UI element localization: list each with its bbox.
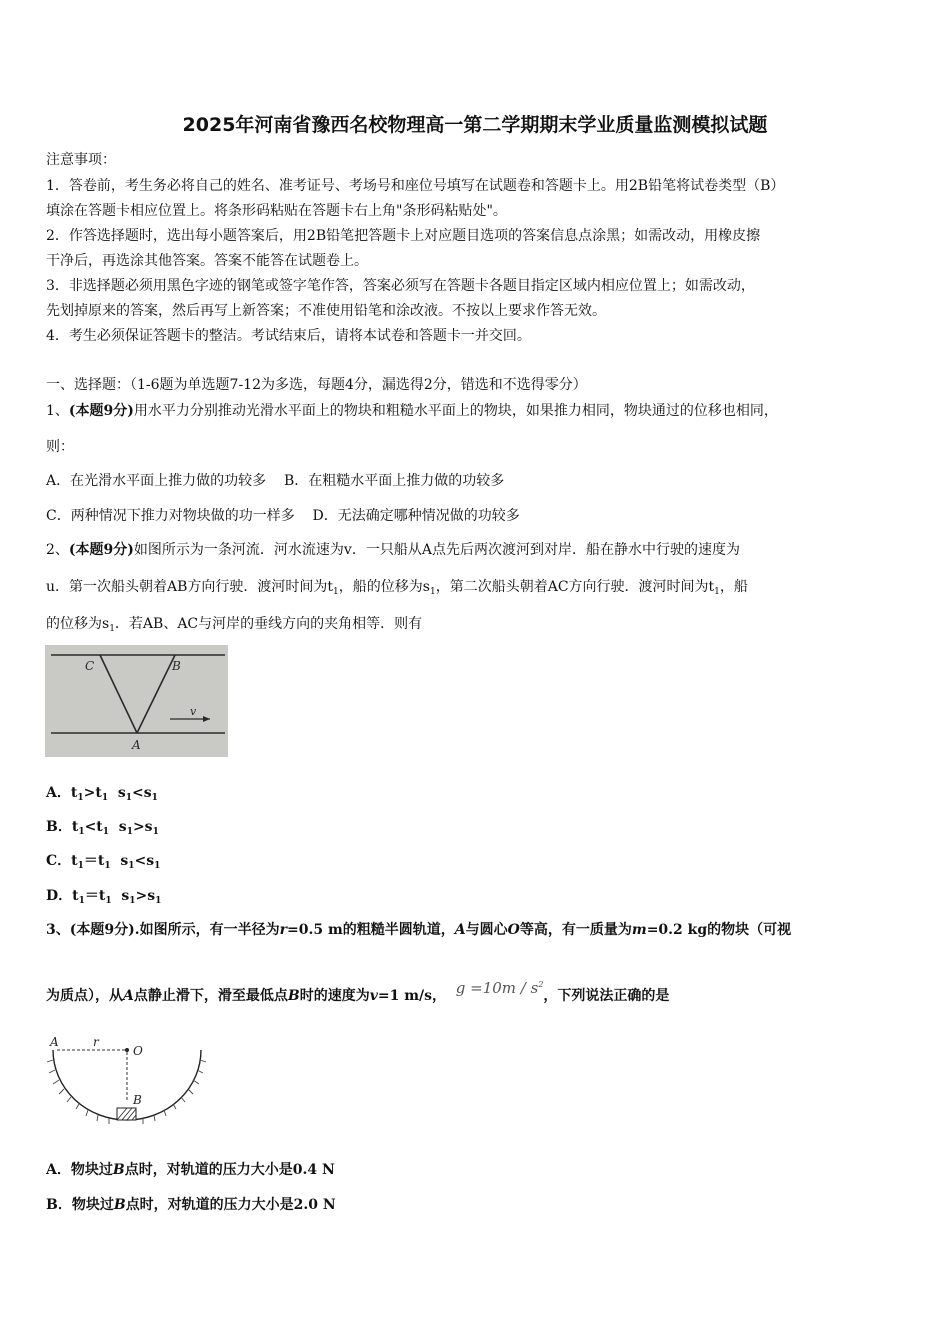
subscript: 1	[714, 587, 720, 597]
q2-text-part: ，第二次船头朝着AC方向行驶．渡河时间为t	[435, 579, 715, 595]
q1-options-ab	[46, 471, 504, 491]
subscript: 1	[125, 793, 132, 803]
option-text: s	[110, 853, 129, 869]
option-text: t	[70, 785, 78, 801]
q3-option-a	[46, 1160, 335, 1180]
option-letter: D．	[46, 888, 73, 904]
q2-option-b	[46, 817, 159, 842]
var-m: m	[631, 922, 647, 938]
subscript: 1	[101, 793, 109, 803]
var-r: r	[279, 922, 288, 938]
subscript: 1	[151, 793, 158, 803]
q2-text: 如图所示为一条河流．河水流速为v．一只船从A点先后两次渡河到对岸．船在静水中行驶的速度为	[133, 542, 740, 558]
notice-line: 3．非选择题必须用黑色字迹的钢笔或签字笔作答，答案必须写在答题卡各题目指定区域内相应位置上；如需改动，	[46, 278, 755, 294]
q2-option-c	[46, 851, 160, 876]
river-diagram	[45, 645, 228, 757]
subscript: 1	[152, 827, 159, 837]
subscript: 1	[77, 861, 84, 871]
q3-text-part: =1 m/s，	[377, 988, 447, 1004]
formula-exponent: 2	[538, 980, 544, 989]
option-text: s	[111, 888, 130, 904]
notice-line: 1．答卷前，考生务必将自己的姓名、准考证号、考场号和座位号填写在试题卷和答题卡上。用2B铅笔将试卷类型（B）	[46, 178, 785, 194]
q3-text-part: 为质点），从	[46, 988, 123, 1004]
var-o: O	[507, 922, 520, 938]
option-letter: C．	[46, 853, 72, 869]
label-b: B	[133, 1093, 142, 1107]
q1-option-d: D．无法确定哪种情况做的功较多	[312, 508, 520, 524]
section-heading: 一、选择题：（1-6题为单选题7-12为多选，每题4分，漏选得2分，错选和不选得零分）	[46, 377, 587, 393]
q1-tag: (本题9分)	[68, 403, 134, 419]
notice-line: 4．考生必须保证答题卡的整洁。考试结束后，请将本试卷和答题卡一并交回。	[46, 328, 531, 344]
option-text: 点时，对轨道的压力大小是2.0 N	[125, 1197, 336, 1213]
q2-text-part: ，船	[719, 579, 748, 595]
subscript: 1	[77, 793, 84, 803]
label-b: B	[172, 659, 181, 673]
q1-option-b: B．在粗糙水平面上推力做的功较多	[283, 473, 505, 489]
subscript: 1	[104, 861, 111, 871]
notice-line: 填涂在答题卡相应位置上。将条形码粘贴在答题卡右上角"条形码粘贴处"。	[46, 203, 507, 219]
formula-text: g =10m / s	[455, 979, 539, 997]
q2-stem	[46, 540, 740, 560]
subscript: 1	[102, 827, 110, 837]
notice-heading: 注意事项：	[46, 152, 116, 168]
q2-text-part: 的位移为s	[46, 616, 110, 632]
q3-text-part: .如图所示，有一半径为	[134, 922, 280, 938]
subscript: 1	[105, 896, 112, 906]
q3-text-part: 等高，有一质量为	[519, 922, 632, 938]
q1-number: 1、	[46, 403, 69, 419]
notice-line: 干净后，再选涂其他答案。答案不能答在试题卷上。	[46, 253, 368, 269]
label-a: A	[132, 738, 141, 752]
q3-text-part: 时的速度为	[299, 988, 370, 1004]
option-letter: A．	[46, 785, 71, 801]
option-letter: B．	[46, 819, 72, 835]
q3-tag: (本题9分)	[69, 922, 135, 938]
option-text: t	[71, 853, 78, 869]
gravity-formula	[456, 979, 544, 997]
q1-option-a: A．在光滑水平面上推力做的功较多	[46, 473, 267, 489]
subscript: 1	[78, 896, 85, 906]
subscript: 1	[78, 827, 85, 837]
q3-text-part: =0.2 kg的物块（可视	[646, 922, 792, 938]
center-o	[125, 1048, 129, 1052]
q3-option-b	[46, 1195, 336, 1215]
option-text: s	[109, 819, 127, 835]
label-v: v	[190, 705, 197, 718]
option-text: 点时，对轨道的压力大小是0.4 N	[124, 1162, 335, 1178]
subscript: 1	[333, 587, 339, 597]
subscript: 1	[109, 624, 115, 634]
q1-option-c: C．两种情况下推力对物块做的功一样多	[46, 508, 295, 524]
option-text: ＝t	[84, 888, 106, 904]
q2-number: 2、	[46, 542, 69, 558]
var-a: A	[454, 922, 466, 938]
label-o: O	[133, 1044, 143, 1058]
subscript: 1	[155, 896, 162, 906]
option-text: B．物块过	[46, 1197, 114, 1213]
q1-stem-cont: 则：	[46, 439, 74, 455]
var-b: B	[113, 1197, 126, 1213]
q2-text-part: u．第一次船头朝着AB方向行驶．渡河时间为t	[46, 579, 334, 595]
subscript: 1	[126, 827, 133, 837]
subscript: 1	[128, 861, 135, 871]
var-v: v	[369, 988, 378, 1004]
label-a: A	[50, 1035, 59, 1049]
q3-text-part: 与圆心	[465, 922, 508, 938]
q3-number: 3、	[46, 922, 70, 938]
option-text: <s	[134, 853, 155, 869]
q3-text-part: =0.5 m的粗糙半圆轨道，	[287, 922, 455, 938]
label-c: C	[85, 659, 95, 673]
option-text: s	[108, 785, 126, 801]
q1-stem	[46, 401, 778, 421]
q3-stem	[46, 920, 791, 940]
subscript: 1	[429, 587, 436, 597]
option-text: >s	[132, 819, 153, 835]
option-text: >s	[135, 888, 156, 904]
subscript: 1	[154, 861, 161, 871]
option-text: >t	[83, 785, 102, 801]
var-a: A	[123, 988, 134, 1004]
notice-line: 先划掉原来的答案，然后再写上新答案；不准使用铅笔和涂改液。不按以上要求作答无效。	[46, 303, 606, 319]
q2-stem-line3	[46, 614, 422, 639]
var-b: B	[287, 988, 300, 1004]
q2-option-a	[46, 783, 158, 808]
notice-line: 2．作答选择题时，选出每小题答案后，用2B铅笔把答题卡上对应题目选项的答案信息点涂黑；如需改动，用橡皮擦	[46, 228, 761, 244]
option-text: <s	[131, 785, 152, 801]
q2-tag: (本题9分)	[68, 542, 134, 558]
q2-text-part: ．若AB、AC与河岸的垂线方向的夹角相等．则有	[114, 616, 423, 632]
option-text: <t	[84, 819, 103, 835]
q1-options-cd	[46, 506, 520, 526]
q2-option-d	[46, 886, 161, 911]
q1-text: 用水平力分别推动光滑水平面上的物块和粗糙水平面上的物块，如果推力相同，物块通过的位移也相同，	[133, 403, 778, 419]
option-text: t	[72, 888, 79, 904]
q3-text-part: 点静止滑下，滑至最低点	[133, 988, 288, 1004]
subscript: 1	[129, 896, 136, 906]
label-r: r	[93, 1035, 99, 1049]
option-text: A．物块过	[46, 1162, 113, 1178]
q3-stem-line2	[46, 978, 669, 1010]
q2-text-part: ，船的位移为s	[338, 579, 430, 595]
option-text: ＝t	[83, 853, 105, 869]
q3-text-part: ，下列说法正确的是	[543, 988, 670, 1004]
page-title: 2025年河南省豫西名校物理高一第二学期期末学业质量监测模拟试题	[182, 114, 768, 136]
option-text: t	[71, 819, 79, 835]
var-b: B	[112, 1162, 125, 1178]
q2-stem-line2	[46, 577, 748, 602]
semicircle-track-diagram	[45, 1032, 210, 1132]
